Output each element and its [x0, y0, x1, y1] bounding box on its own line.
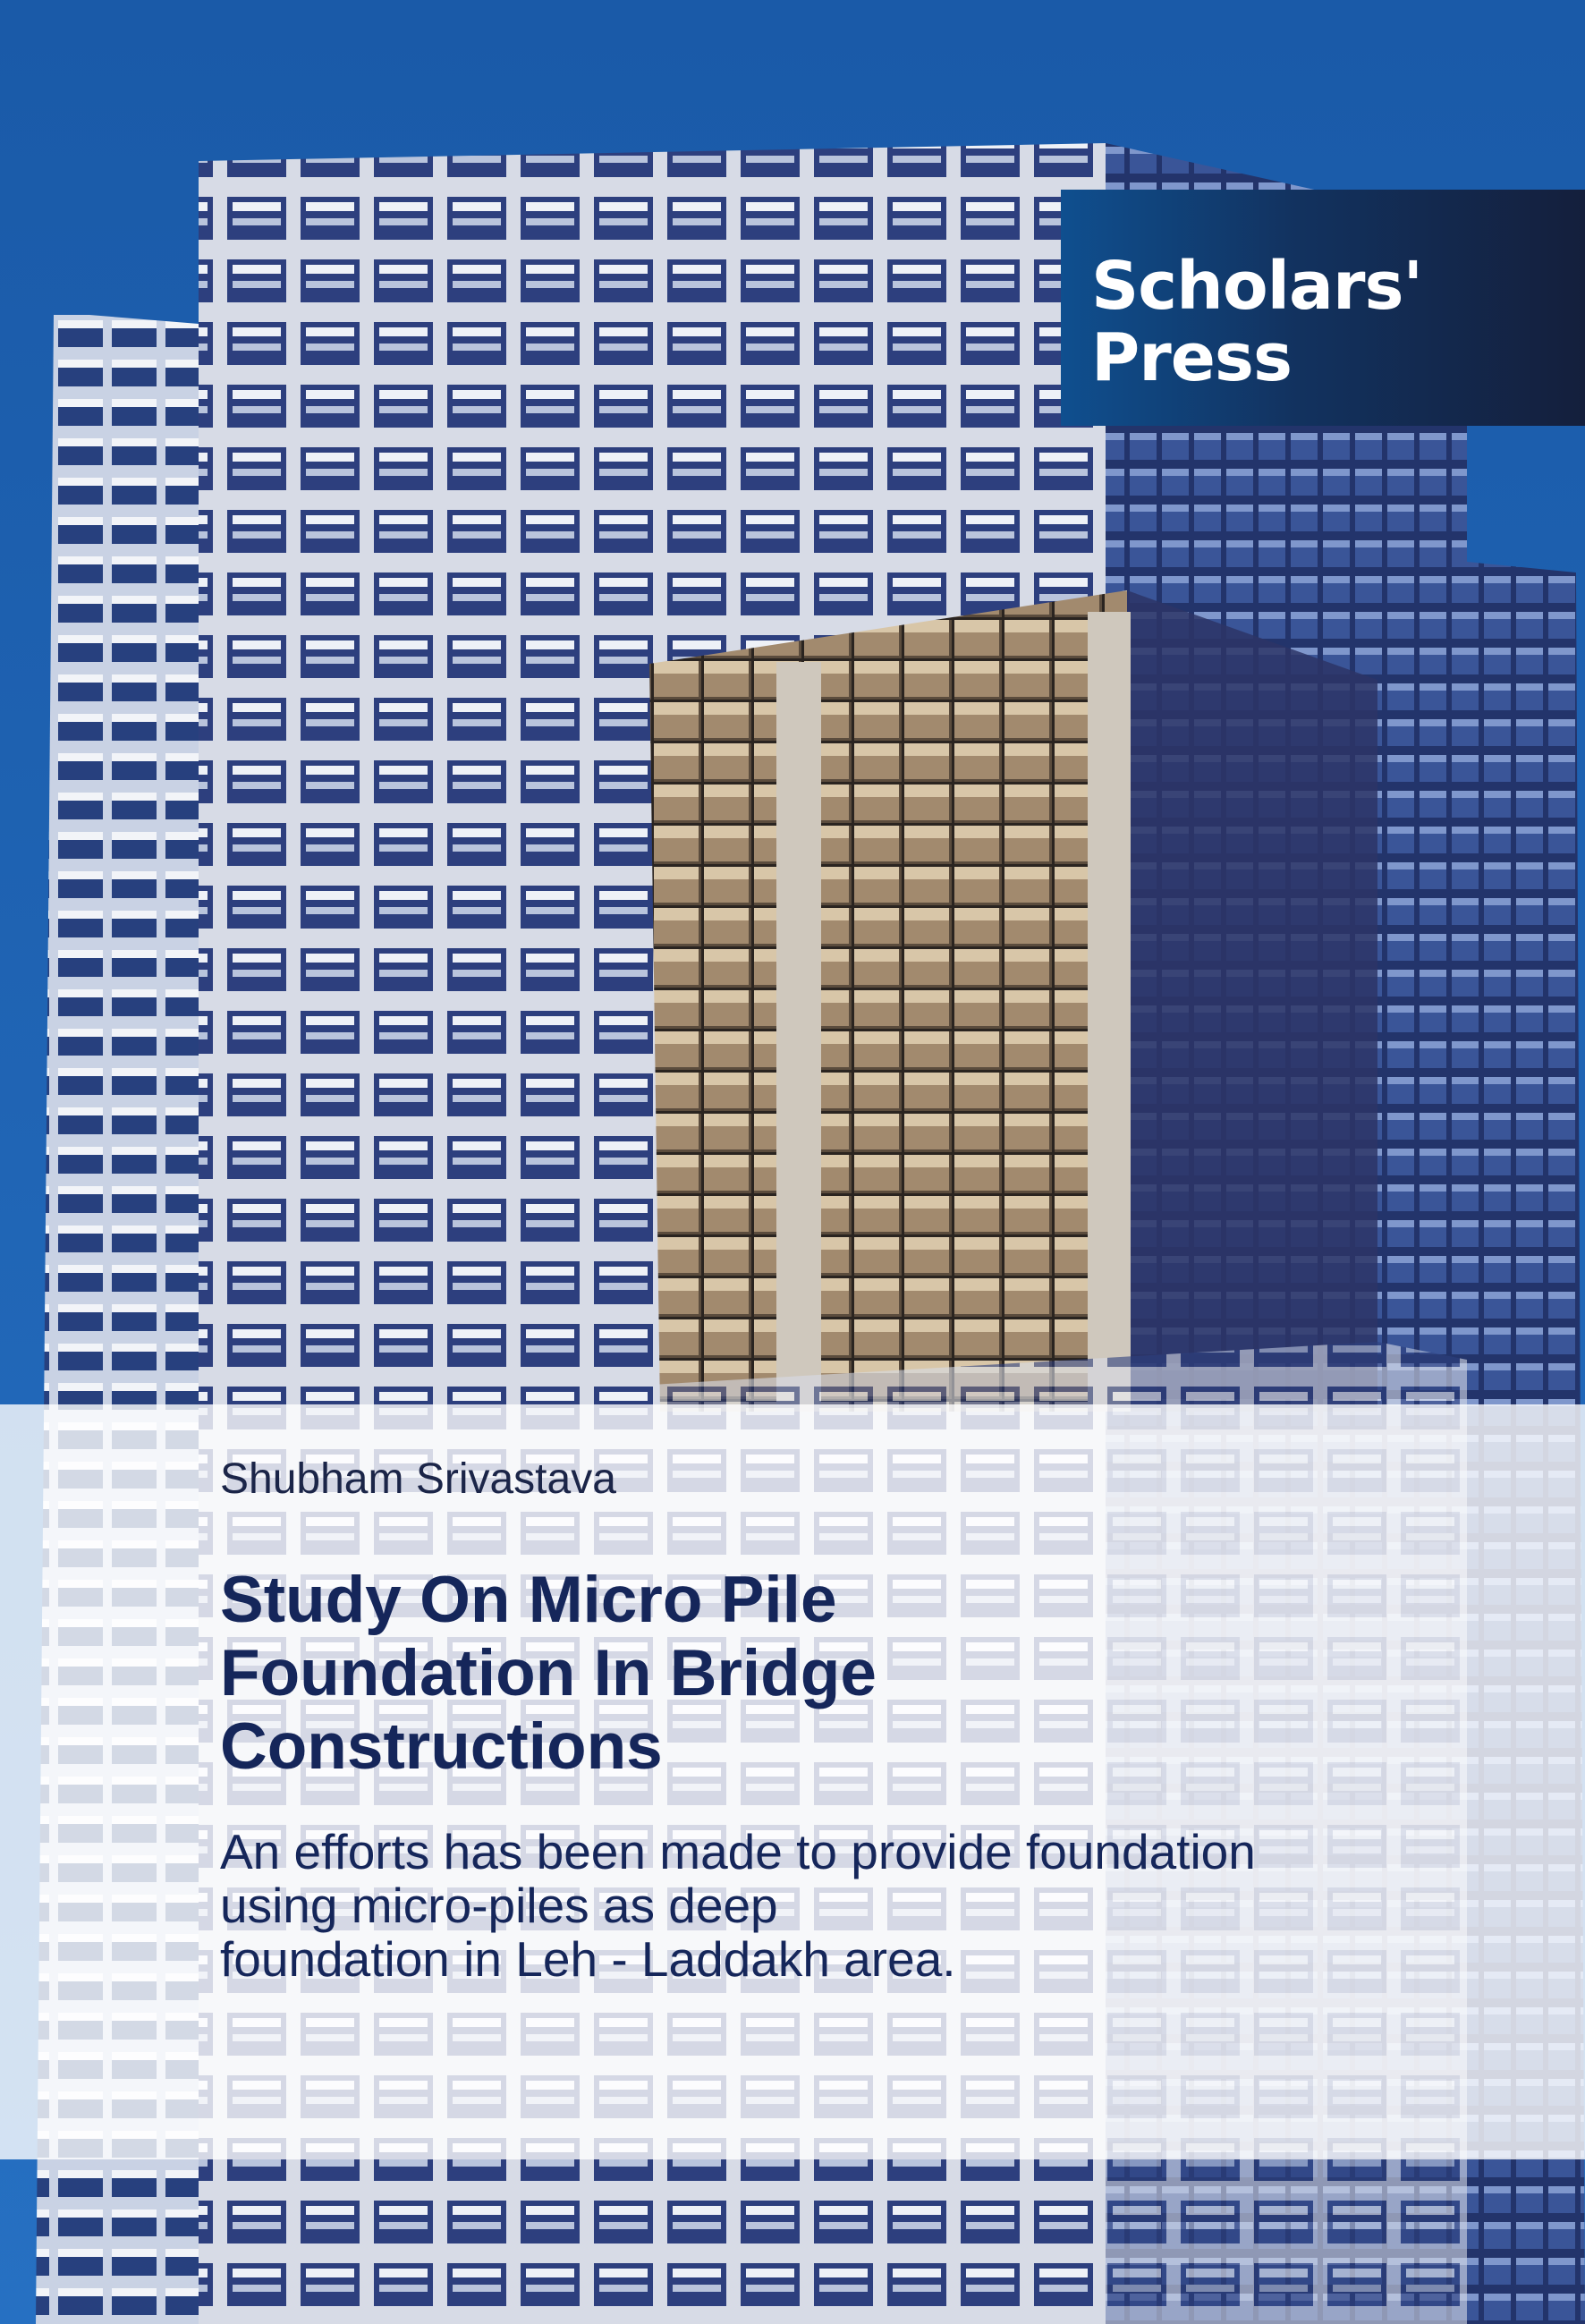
publisher-name-line2: Press [1091, 319, 1293, 396]
author-name: Shubham Srivastava [220, 1455, 616, 1503]
publisher-logo [1061, 190, 1585, 426]
publisher-name-line1: Scholars' [1091, 248, 1423, 325]
subtitle-line: An efforts has been made to provide foundation [220, 1824, 1256, 1879]
book-subtitle [220, 1825, 1472, 1986]
subtitle-line: using micro-piles as deep [220, 1878, 778, 1933]
book-title [220, 1564, 1383, 1784]
title-line: Constructions [220, 1710, 663, 1783]
title-line: Foundation In Bridge [220, 1637, 877, 1709]
title-line: Study On Micro Pile [220, 1564, 837, 1636]
subtitle-line: foundation in Leh - Laddakh area. [220, 1931, 956, 1987]
